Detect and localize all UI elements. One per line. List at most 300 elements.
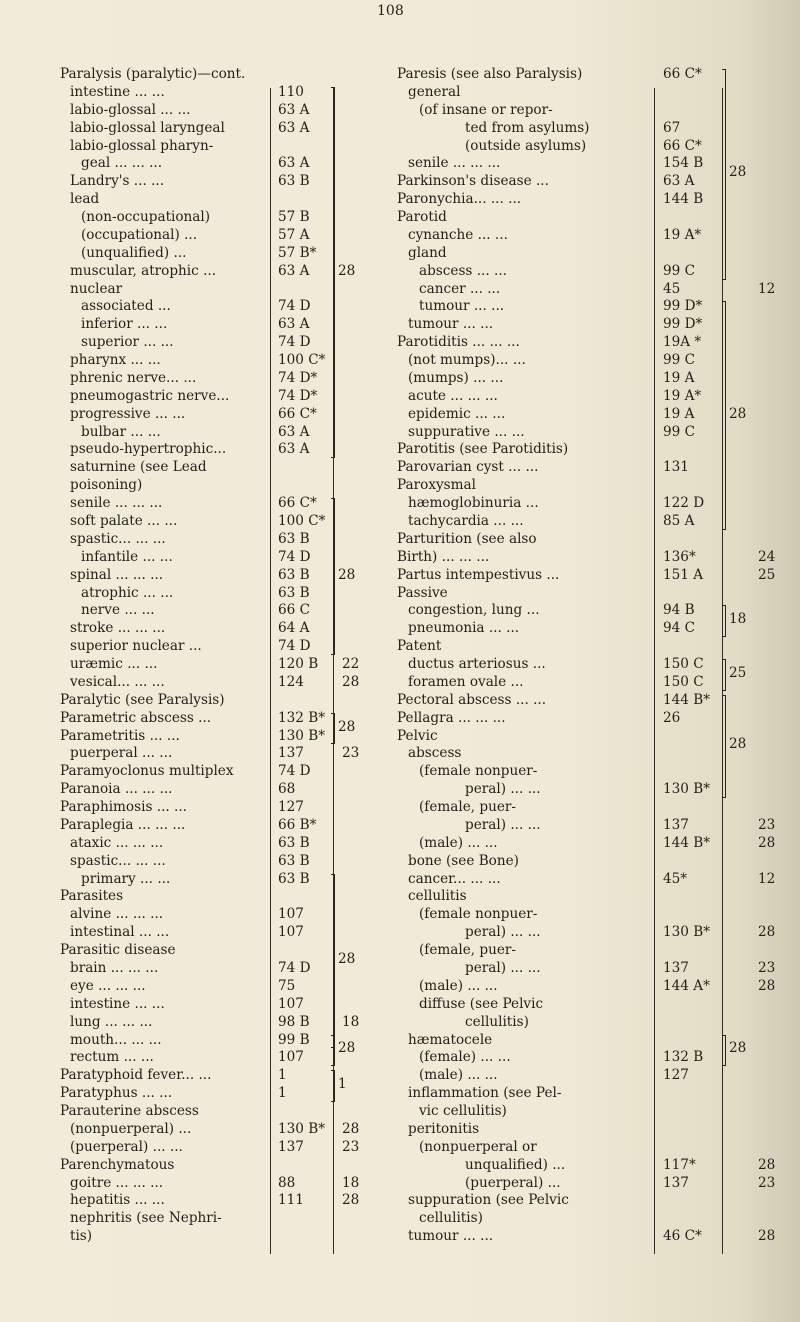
index-entry [0,316,800,334]
entry-volume: 23 [342,1138,360,1155]
entry-page-ref: 94 B [663,602,695,619]
entry-label: tumour ... ... [419,298,505,315]
entry-label: Parenchymatous [60,1156,175,1173]
index-entry [0,173,800,191]
entry-page-ref: 63 B [278,852,310,869]
brace-volume-label: 25 [729,664,747,681]
index-entry [0,1210,800,1228]
entry-label: rectum ... ... [70,1049,154,1066]
entry-volume: 22 [342,656,360,673]
entry-label: Pelvic [397,727,438,744]
entry-label: unqualified) ... [465,1156,566,1173]
entry-page-ref: 1 [278,1085,287,1102]
entry-label: Parasites [60,888,124,905]
entry-label: Parkinson's disease ... [397,173,549,190]
entry-label: spastic... ... ... [70,530,166,547]
entry-page-ref: 132 B* [278,709,326,726]
entry-label: phrenic nerve... ... [70,369,197,386]
entry-label: labio-glossal pharyn- [70,137,214,154]
entry-page-ref: 63 A [278,423,310,440]
entry-page-ref: 66 C* [278,405,317,422]
entry-label: vesical... ... ... [70,673,165,690]
entry-page-ref: 46 C* [663,1228,702,1245]
index-entry [0,477,800,495]
entry-page-ref: 63 A [663,173,695,190]
index-entry [0,728,800,746]
entry-label: mouth... ... ... [70,1031,162,1048]
entry-page-ref: 122 D [663,495,705,512]
index-entry [0,1228,800,1246]
brace-volume-label: 28 [338,1040,356,1057]
entry-label: geal ... ... ... [81,155,163,172]
entry-label: Parotid [397,209,447,226]
entry-label: lung ... ... ... [70,1013,153,1030]
entry-page-ref: 74 D* [278,387,318,404]
entry-label: labio-glossal laryngeal [70,119,225,136]
index-entry [0,1032,800,1050]
entry-page-ref: 130 B* [278,1120,326,1137]
entry-label: congestion, lung ... [408,602,540,619]
entry-label: Paraplegia ... ... ... [60,816,186,833]
entry-page-ref: 100 C* [278,513,326,529]
entry-page-ref: 74 D [278,298,311,315]
entry-label: hæmatocele [408,1031,493,1048]
entry-volume: 28 [758,834,776,851]
index-entry [0,441,800,459]
entry-label: Paratyphus ... ... [60,1085,173,1102]
entry-label: Pectoral abscess ... ... [397,691,547,708]
entry-label: associated ... [81,298,171,315]
entry-page-ref: 136* [663,548,696,565]
entry-label: alvine ... ... ... [70,906,164,923]
brace-volume-label: 28 [338,718,356,735]
entry-page-ref: 63 A [278,119,310,136]
entry-page-ref: 63 A [278,262,310,279]
entry-page-ref: 130 B* [663,924,711,941]
entry-volume: 23 [758,960,776,976]
entry-label: Parametric abscess ... [60,709,212,726]
entry-label: abscess ... ... [419,262,507,279]
entry-page-ref: 45* [663,870,688,887]
entry-page-ref: 19 A* [663,387,702,404]
entry-label: nuclear [70,280,123,297]
entry-page-ref: 66 C* [663,137,702,154]
volume-brace [722,69,726,280]
entry-volume: 23 [342,745,360,762]
index-entry [0,585,800,603]
entry-label: epidemic ... ... [408,405,506,422]
entry-label: pneumogastric nerve... [70,387,230,404]
index-entry [0,1049,800,1067]
entry-volume: 23 [758,1174,776,1191]
entry-label: Pellagra ... ... ... [397,709,506,726]
entry-page-ref: 74 D [278,548,311,565]
index-entry [0,817,800,835]
entry-label: inflammation (see Pel- [408,1085,562,1102]
entry-page-ref: 144 A* [663,977,710,994]
entry-page-ref: 137 [278,745,304,762]
entry-page-ref: 57 B* [278,244,317,261]
index-entry [0,227,800,245]
entry-label: (puerperal) ... ... [70,1138,183,1155]
entry-label: ductus arteriosus ... [408,656,546,673]
brace-volume-label: 28 [338,566,356,583]
entry-page-ref: 19 A* [663,226,702,243]
brace-volume-label: 18 [729,611,747,628]
entry-label: ataxic ... ... ... [70,834,164,851]
entry-label: Paralytic (see Paralysis) [60,691,225,708]
volume-brace [722,1035,726,1067]
entry-page-ref: 127 [278,799,304,816]
entry-page-ref: 63 B [278,584,310,601]
entry-page-ref: 94 C [663,620,696,637]
index-entry [0,245,800,263]
entry-volume: 28 [758,924,776,941]
index-entry [0,567,800,585]
volume-brace [722,605,726,637]
entry-label: (of insane or repor- [419,101,553,118]
brace-volume-label: 28 [729,405,747,422]
entry-label: Parametritis ... ... [60,727,180,744]
index-entry [0,1085,800,1103]
entry-label: suppurative ... ... [408,423,525,440]
index-entry [0,1175,800,1193]
index-entry [0,906,800,924]
entry-label: (female nonpuer- [419,906,538,923]
index-entry [0,960,800,978]
entry-page-ref: 63 A [278,155,310,172]
entry-page-ref: 63 A [278,316,310,333]
entry-label: (nonpuerperal or [419,1138,537,1155]
brace-volume-label: 28 [729,164,747,181]
entry-page-ref: 137 [278,1138,304,1155]
entry-page-ref: 63 B [278,870,310,887]
entry-page-ref: 124 [278,673,304,690]
page-number: 108 [377,3,404,19]
entry-label: (female) ... ... [419,1049,511,1066]
entry-label: cynanche ... ... [408,226,508,243]
brace-volume-label: 28 [729,1040,747,1057]
entry-label: (male) ... ... [419,834,498,851]
entry-page-ref: 154 B [663,155,704,172]
entry-label: inferior ... ... [81,316,168,333]
entry-label: suppuration (see Pelvic [408,1192,569,1209]
entry-label: pneumonia ... ... [408,620,520,637]
entry-volume: 24 [758,548,776,565]
index-entry [0,620,800,638]
entry-label: cancer... ... ... [408,870,501,887]
entry-page-ref: 19A * [663,334,702,351]
entry-label: goitre ... ... ... [70,1174,164,1191]
entry-label: Parovarian cyst ... ... [397,459,539,476]
entry-label: Parotitis (see Parotiditis) [397,441,569,458]
entry-label: Birth) ... ... ... [397,548,490,565]
entry-label: soft palate ... ... [70,513,178,529]
entry-label: Parasitic disease [60,942,176,959]
brace-volume-label: 28 [729,736,747,753]
entry-page-ref: 63 B [278,173,310,190]
entry-label: senile ... ... ... [70,495,163,512]
entry-page-ref: 45 [663,280,681,297]
entry-label: gland [408,244,447,261]
entry-page-ref: 99 C [663,423,696,440]
index-entry [0,835,800,853]
entry-page-ref: 110 [278,83,304,100]
entry-label: diffuse (see Pelvic [419,995,544,1012]
index-entry [0,1121,800,1139]
entry-label: muscular, atrophic ... [70,262,217,279]
entry-volume: 18 [342,1174,360,1191]
entry-volume: 28 [342,673,360,690]
entry-page-ref: 74 D [278,960,311,976]
entry-page-ref: 98 B [278,1013,310,1030]
entry-volume: 28 [758,1228,776,1245]
entry-page-ref: 66 C* [278,495,317,512]
entry-page-ref: 137 [663,960,689,976]
entry-volume: 12 [758,870,776,887]
index-entry [0,263,800,281]
entry-label: (male) ... ... [419,977,498,994]
entry-page-ref: 120 B [278,656,319,673]
index-entry [0,781,800,799]
entry-page-ref: 67 [663,119,681,136]
entry-label: hepatitis ... ... [70,1192,165,1209]
volume-brace [722,695,726,798]
entry-label: brain ... ... ... [70,960,159,976]
entry-page-ref: 107 [278,924,304,941]
entry-page-ref: 63 B [278,834,310,851]
entry-label: bulbar ... ... [81,423,161,440]
entry-label: nephritis (see Nephri- [70,1210,222,1227]
entry-page-ref: 107 [278,1049,304,1066]
index-entry [0,388,800,406]
entry-label: (female, puer- [419,942,517,959]
index-entry [0,209,800,227]
entry-label: (female nonpuer- [419,763,538,780]
index-entry [0,1139,800,1157]
entry-page-ref: 74 D [278,638,311,655]
index-entry [0,638,800,656]
index-entry [0,549,800,567]
entry-label: Paratyphoid fever... ... [60,1067,212,1084]
entry-label: (mumps) ... ... [408,369,504,386]
index-entry [0,513,800,531]
brace-volume-label: 28 [338,951,356,967]
entry-label: (nonpuerperal) ... [70,1120,192,1137]
entry-page-ref: 63 A [278,101,310,118]
entry-label: vic cellulitis) [419,1103,507,1120]
index-entry [0,459,800,477]
entry-page-ref: 1 [278,1067,287,1084]
entry-page-ref: 57 A [278,226,310,243]
entry-label: abscess [408,745,462,762]
index-entry [0,406,800,424]
entry-page-ref: 130 B* [663,781,711,798]
entry-page-ref: 74 D [278,763,311,780]
index-entry [0,853,800,871]
volume-brace [722,659,726,691]
entry-label: spinal ... ... ... [70,566,164,583]
index-entry [0,692,800,710]
entry-label: saturnine (see Lead [70,459,207,476]
column-rule [654,88,655,1254]
entry-volume: 28 [758,977,776,994]
entry-volume: 28 [342,1192,360,1209]
index-entry [0,674,800,692]
entry-label: tumour ... ... [408,316,494,333]
index-entry [0,745,800,763]
entry-label: cellulitis) [419,1210,483,1227]
entry-page-ref: 99 D* [663,298,703,315]
entry-label: hæmoglobinuria ... [408,495,539,512]
entry-label: Parturition (see also [397,530,537,547]
entry-page-ref: 66 B* [278,816,317,833]
entry-label: (male) ... ... [419,1067,498,1084]
entry-label: superior ... ... [81,334,174,351]
entry-label: Paraphimosis ... ... [60,799,187,816]
entry-label: Paronychia... ... ... [397,191,522,208]
entry-page-ref: 137 [663,1174,689,1191]
entry-label: eye ... ... ... [70,977,146,994]
index-entry [0,710,800,728]
entry-label: poisoning) [70,477,143,494]
entry-page-ref: 111 [278,1192,304,1209]
entry-label: intestine ... ... [70,83,165,100]
index-entry [0,334,800,352]
index-entry [0,155,800,173]
entry-label: Patent [397,638,442,655]
entry-page-ref: 144 B* [663,834,711,851]
entry-label: peritonitis [408,1120,480,1137]
index-entry [0,120,800,138]
index-entry [0,281,800,299]
index-entry [0,424,800,442]
entry-label: Paroxysmal [397,477,476,494]
entry-label: Passive [397,584,448,601]
entry-page-ref: 63 B [278,530,310,547]
index-entry [0,370,800,388]
index-entry [0,924,800,942]
entry-label: infantile ... ... [81,548,173,565]
entry-label: uræmic ... ... [70,656,158,673]
entry-label: lead [70,191,100,208]
entry-label: tis) [70,1228,93,1245]
entry-page-ref: 75 [278,977,296,994]
entry-page-ref: 74 D [278,334,311,351]
entry-label: (occupational) ... [81,226,198,243]
entry-label: cellulitis) [465,1013,529,1030]
entry-label: spastic... ... ... [70,852,166,869]
entry-page-ref: 117* [663,1156,696,1173]
entry-page-ref: 99 B [278,1031,310,1048]
entry-label: stroke ... ... ... [70,620,166,637]
volume-brace [722,301,726,529]
entry-page-ref: 150 C [663,656,704,673]
index-entry [0,602,800,620]
entry-page-ref: 132 B [663,1049,704,1066]
entry-page-ref: 99 C [663,352,696,369]
entry-page-ref: 74 D* [278,369,318,386]
entry-page-ref: 130 B* [278,727,326,744]
entry-label: intestinal ... ... [70,924,170,941]
entry-label: peral) ... ... [465,816,541,833]
index-entry [0,1192,800,1210]
entry-page-ref: 68 [278,781,296,798]
entry-page-ref: 66 C* [663,66,702,82]
entry-page-ref: 66 C [278,602,311,619]
entry-label: peral) ... ... [465,781,541,798]
index-entry [0,191,800,209]
entry-label: (female, puer- [419,799,517,816]
entry-label: intestine ... ... [70,995,165,1012]
entry-page-ref: 151 A [663,566,704,583]
entry-label: atrophic ... ... [81,584,174,601]
entry-page-ref: 137 [663,816,689,833]
entry-label: ted from asylums) [465,119,590,136]
entry-label: Paresis (see also Paralysis) [397,66,583,82]
entry-page-ref: 57 B [278,209,310,226]
entry-label: acute ... ... ... [408,387,498,404]
index-entry [0,871,800,889]
entry-label: (puerperal) ... [465,1174,561,1191]
entry-label: Paramyoclonus multiplex [60,763,234,780]
entry-volume: 18 [342,1013,360,1030]
entry-label: senile ... ... ... [408,155,501,172]
entry-label: Paralysis (paralytic)—cont. [60,66,246,82]
index-entry [0,656,800,674]
entry-page-ref: 150 C [663,673,704,690]
entry-label: bone (see Bone) [408,852,519,869]
entry-page-ref: 19 A [663,405,695,422]
index-entry [0,1103,800,1121]
index-entry [0,1157,800,1175]
index-entry [0,763,800,781]
index-entry [0,495,800,513]
entry-label: foramen ovale ... [408,673,524,690]
entry-page-ref: 107 [278,995,304,1012]
entry-page-ref: 131 [663,459,689,476]
entry-page-ref: 144 B* [663,691,711,708]
entry-label: pseudo-hypertrophic... [70,441,227,458]
entry-volume: 25 [758,566,776,583]
entry-label: Parauterine abscess [60,1103,199,1120]
entry-page-ref: 144 B [663,191,704,208]
entry-page-ref: 19 A [663,369,695,386]
entry-label: Landry's ... ... [70,173,165,190]
index-entry [0,978,800,996]
entry-volume: 23 [758,816,776,833]
entry-page-ref: 88 [278,1174,296,1191]
entry-label: superior nuclear ... [70,638,202,655]
entry-page-ref: 107 [278,906,304,923]
entry-page-ref: 100 C* [278,352,326,369]
entry-label: pharynx ... ... [70,352,161,369]
entry-page-ref: 99 C [663,262,696,279]
entry-volume: 28 [758,1156,776,1173]
entry-label: peral) ... ... [465,960,541,976]
brace-volume-label: 1 [338,1076,347,1093]
index-entry [0,531,800,549]
index-entry [0,942,800,960]
entry-volume: 12 [758,280,776,297]
entry-page-ref: 85 A [663,513,695,529]
entry-page-ref: 63 A [278,441,310,458]
index-entry [0,996,800,1014]
index-entry [0,66,800,84]
entry-label: tumour ... ... [408,1228,494,1245]
entry-page-ref: 99 D* [663,316,703,333]
entry-label: cancer ... ... [419,280,501,297]
